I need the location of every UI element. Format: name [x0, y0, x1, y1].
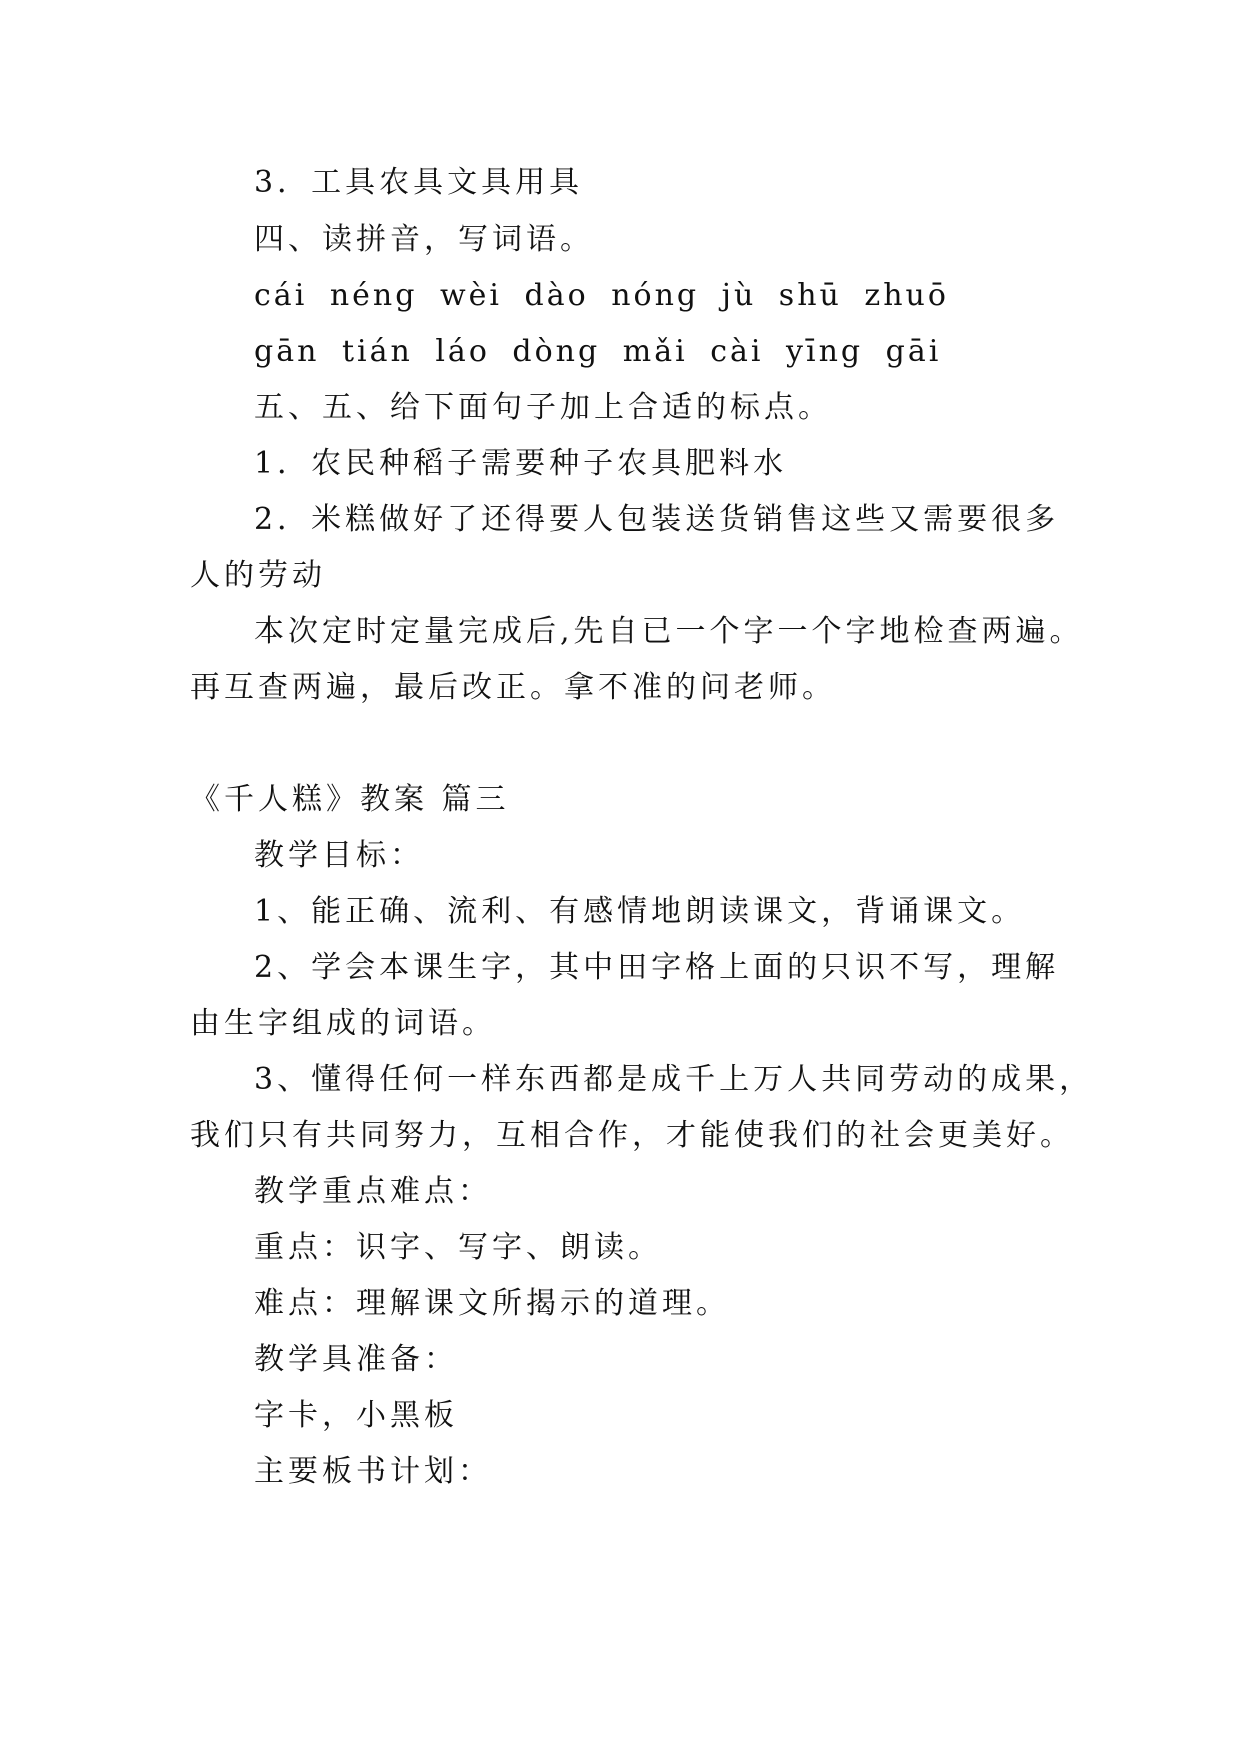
pinyin-line-2: gān tián láo dòng mǎi cài yīng gāi: [254, 334, 942, 369]
lesson-title: 《千人糕》教案 篇三: [190, 782, 510, 817]
pinyin-line-1: cái néng wèi dào nóng jù shū zhuō: [254, 278, 949, 313]
goal-item-3: 3、懂得任何一样东西都是成千上万人共同劳动的成果，: [254, 1062, 1094, 1097]
key-points-heading: 教学重点难点：: [254, 1174, 492, 1209]
punctuation-item-1: 1．农民种稻子需要种子农具肥料水: [254, 446, 788, 481]
materials-heading: 教学具准备：: [254, 1342, 458, 1377]
punctuation-item-2-continued: 人的劳动: [190, 558, 326, 593]
goal-item-2-continued: 由生字组成的词语。: [190, 1006, 496, 1041]
punctuation-item-2: 2．米糕做好了还得要人包装送货销售这些又需要很多: [254, 502, 1060, 537]
board-plan-heading: 主要板书计划：: [254, 1454, 492, 1489]
teaching-goals-heading: 教学目标：: [254, 838, 424, 873]
instruction-line-1: 本次定时定量完成后,先自已一个字一个字地检查两遍。: [254, 614, 1084, 649]
materials-list: 字卡，小黑板: [254, 1398, 458, 1433]
difficult-point: 难点：理解课文所揭示的道理。: [254, 1286, 730, 1321]
key-point: 重点：识字、写字、朗读。: [254, 1230, 662, 1265]
exercise-item-3: 3．工具农具文具用具: [254, 165, 584, 200]
goal-item-3-continued: 我们只有共同努力，互相合作，才能使我们的社会更美好。: [190, 1118, 1074, 1153]
instruction-line-2: 再互查两遍，最后改正。拿不准的问老师。: [190, 670, 836, 705]
section-heading-pinyin: 四、读拼音，写词语。: [254, 222, 594, 257]
section-heading-punctuation: 五、五、给下面句子加上合适的标点。: [254, 390, 832, 425]
goal-item-2: 2、学会本课生字，其中田字格上面的只识不写，理解: [254, 950, 1060, 985]
goal-item-1: 1、能正确、流利、有感情地朗读课文，背诵课文。: [254, 894, 1026, 929]
